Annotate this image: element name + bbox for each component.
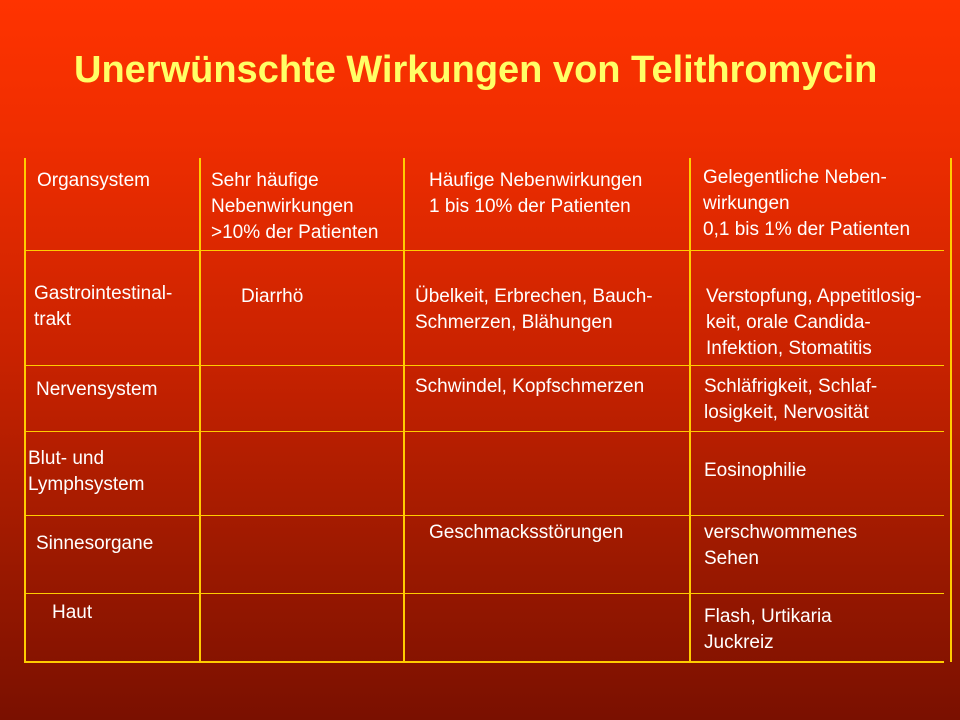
- row-blood-organ: Blut- und Lymphsystem: [28, 448, 145, 495]
- column-divider-3: [689, 158, 691, 662]
- row-gastro-very-common: Diarrhö: [241, 286, 304, 307]
- row-senses-common: Geschmacksstörungen: [429, 522, 624, 543]
- row-divider-2: [24, 365, 944, 366]
- header-very-common: Sehr häufige Nebenwirkungen >10% der Patienten: [211, 170, 379, 243]
- row-gastro-occasional: Verstopfung, Appetitlosig- keit, orale Candida- Infektion, Stomatitis: [706, 286, 922, 359]
- row-senses-organ: Sinnesorgane: [36, 533, 154, 554]
- row-nerve-occasional: Schläfrigkeit, Schlaf- losigkeit, Nervosität: [704, 376, 878, 423]
- row-divider-1: [24, 250, 944, 251]
- column-divider-2: [403, 158, 405, 662]
- row-skin-organ: Haut: [52, 602, 93, 623]
- table-border-bottom: [24, 661, 944, 663]
- row-divider-5: [24, 593, 944, 594]
- header-organsystem: Organsystem: [37, 170, 150, 191]
- header-occasional: Gelegentliche Neben- wirkungen 0,1 bis 1% der Patienten: [703, 167, 911, 240]
- header-common: Häufige Nebenwirkungen 1 bis 10% der Patienten: [429, 170, 643, 217]
- row-gastro-organ: Gastrointestinal- trakt: [34, 283, 173, 330]
- table-border-right: [950, 158, 952, 662]
- row-divider-3: [24, 431, 944, 432]
- slide-title: Unerwünschte Wirkungen von Telithromycin: [74, 49, 878, 91]
- row-nerve-common: Schwindel, Kopfschmerzen: [415, 376, 645, 397]
- row-blood-occasional: Eosinophilie: [704, 460, 807, 481]
- table-border-left: [24, 158, 26, 662]
- column-divider-1: [199, 158, 201, 662]
- row-divider-4: [24, 515, 944, 516]
- row-skin-occasional: Flash, Urtikaria Juckreiz: [704, 606, 832, 653]
- row-gastro-common: Übelkeit, Erbrechen, Bauch- Schmerzen, Blähungen: [415, 286, 653, 333]
- row-senses-occasional: verschwommenes Sehen: [704, 522, 858, 569]
- row-nerve-organ: Nervensystem: [36, 379, 158, 400]
